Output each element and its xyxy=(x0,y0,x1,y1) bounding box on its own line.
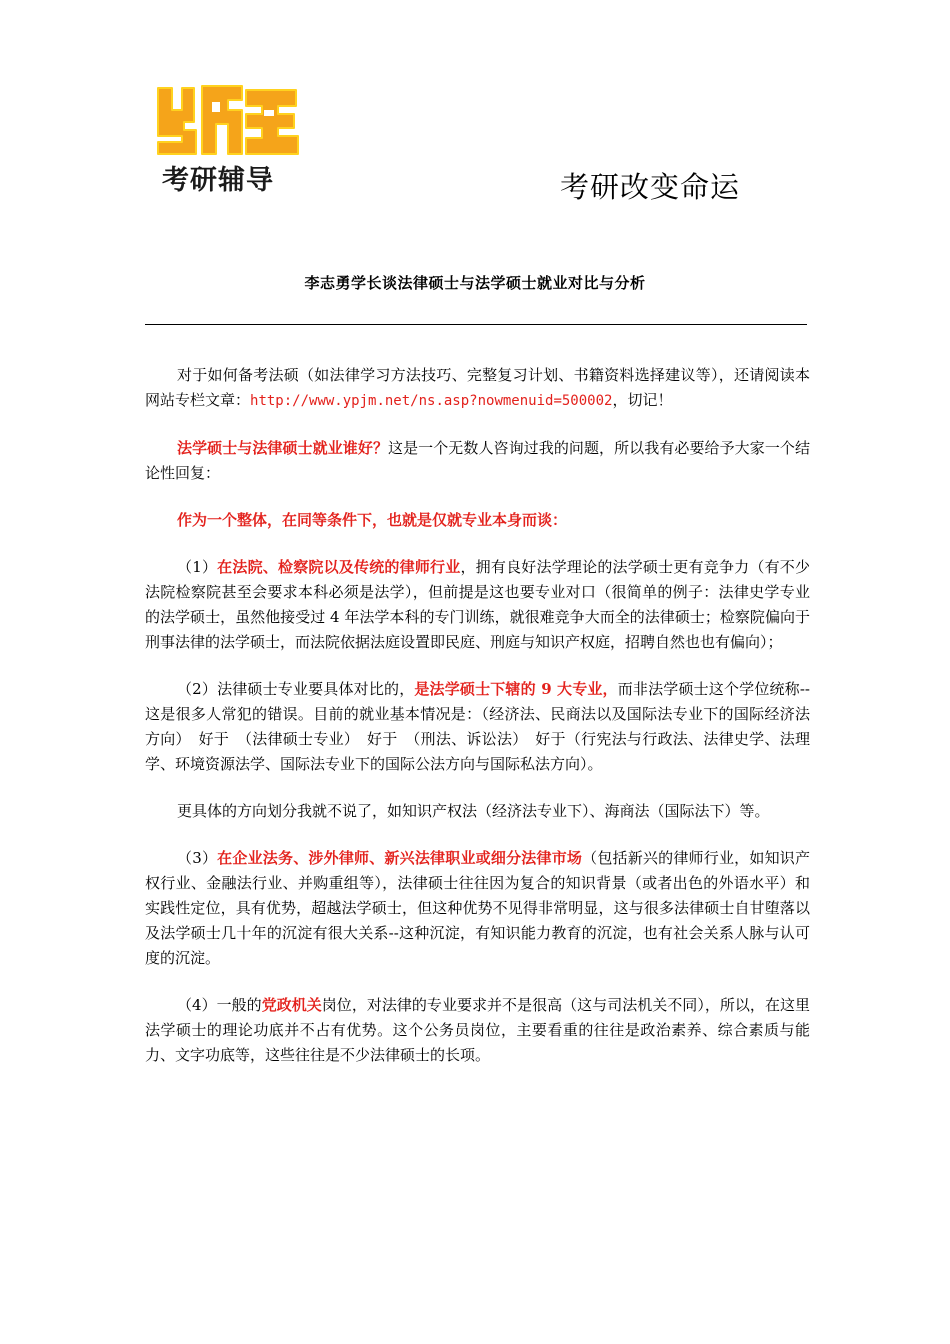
point-4-text: 岗位，对法律的专业要求并不是很高（这与司法机关不同），所以，在这里法学硕士的理论功底并不占有优势。这个公务员岗位，主要看重的往往是政治素养、综合素质与能力、文字功底等，这些往往是不少法律硕士的长项。 xyxy=(145,996,810,1064)
point-1-prefix: （1） xyxy=(177,558,218,576)
question-text: 这是一个无数人咨询过我的问题，所以我有必要给予大家一个结论性回复： xyxy=(145,439,810,482)
intro-text: 对于如何备考法硕（如法律学习方法技巧、完整复习计划、书籍资料选择建议等），还请阅读本网站专栏文章： xyxy=(145,366,810,409)
header-slogan: 考研改变命运 xyxy=(560,170,741,204)
point-4-highlight: 党政机关 xyxy=(261,996,322,1014)
article-title: 李志勇学长谈法律硕士与法学硕士就业对比与分析 xyxy=(304,274,646,292)
paragraph-intro xyxy=(145,363,810,414)
point-1-text: ，拥有良好法学理论的法学硕士更有竞争力（有不少法院检察院甚至会要求本科必须是法学），但前提是这也要专业对口（很简单的例子：法律史学专业的法学硕士，虽然他接受过 4 年法学本科的专门训练，就很难竞争大而全的法律硕士；检察院偏向于刑事法律的法学硕士，而法院依据法庭设置即民庭、刑庭与知识产权庭，招聘自然也也有偏向）； xyxy=(145,558,810,651)
point-2-text: 而非法学硕士这个学位统称--这是很多人常犯的错误。目前的就业基本情况是：（经济法、民商法以及国际法专业下的国际经济法方向） 好于 （法律硕士专业） 好于 （刑法、诉讼法） 好于（行宪法与行政法、法律史学、法理学、环境资源法学、国际法专业下的国际公法方向与国际私法方向）。 xyxy=(145,680,810,773)
paragraph-point-2 xyxy=(145,677,810,777)
detail-text: 更具体的方向划分我就不说了，如知识产权法（经济法专业下）、海商法（国际法下）等。 xyxy=(177,802,770,820)
point-3-highlight: 在企业法务、涉外律师、新兴法律职业或细分法律市场 xyxy=(217,849,583,867)
logo-caption: 考研辅导 xyxy=(162,165,274,196)
point-3-prefix: （3） xyxy=(177,849,218,867)
point-2-highlight: 是法学硕士下辖的 9 大专业， xyxy=(414,680,618,698)
title-divider xyxy=(145,324,807,325)
point-1-highlight: 在法院、检察院以及传统的律师行业 xyxy=(217,558,461,576)
point-4-prefix: （4）一般的 xyxy=(177,996,262,1014)
intro-text-end: ，切记！ xyxy=(612,391,673,409)
premise-highlight: 作为一个整体，在同等条件下，也就是仅就专业本身而谈： xyxy=(177,511,568,529)
logo-mark-icon xyxy=(152,80,302,160)
paragraph-question xyxy=(145,436,810,486)
column-link[interactable]: http://www.ypjm.net/ns.asp?nowmenuid=500002 xyxy=(250,393,613,409)
point-2-prefix: （2）法律硕士专业要具体对比的， xyxy=(177,680,415,698)
point-3-text: （包括新兴的律师行业，如知识产权行业、金融法行业、并购重组等），法律硕士往往因为复合的知识背景（或者出色的外语水平）和实践性定位，具有优势，超越法学硕士，但这种优势不见得非常明显，这与很多法律硕士自甘堕落以及法学硕士几十年的沉淀有很大关系--这种沉淀，有知识能力教育的沉淀，也有社会关系人脉与认可度的沉淀。 xyxy=(145,849,810,967)
brand-logo xyxy=(152,80,302,200)
paragraph-point-3 xyxy=(145,846,810,971)
article-body xyxy=(145,363,810,1090)
paragraph-point-1 xyxy=(145,555,810,655)
question-highlight: 法学硕士与法律硕士就业谁好？ xyxy=(177,439,389,457)
paragraph-detail xyxy=(145,799,810,824)
paragraph-point-4 xyxy=(145,993,810,1068)
paragraph-premise xyxy=(145,508,810,533)
